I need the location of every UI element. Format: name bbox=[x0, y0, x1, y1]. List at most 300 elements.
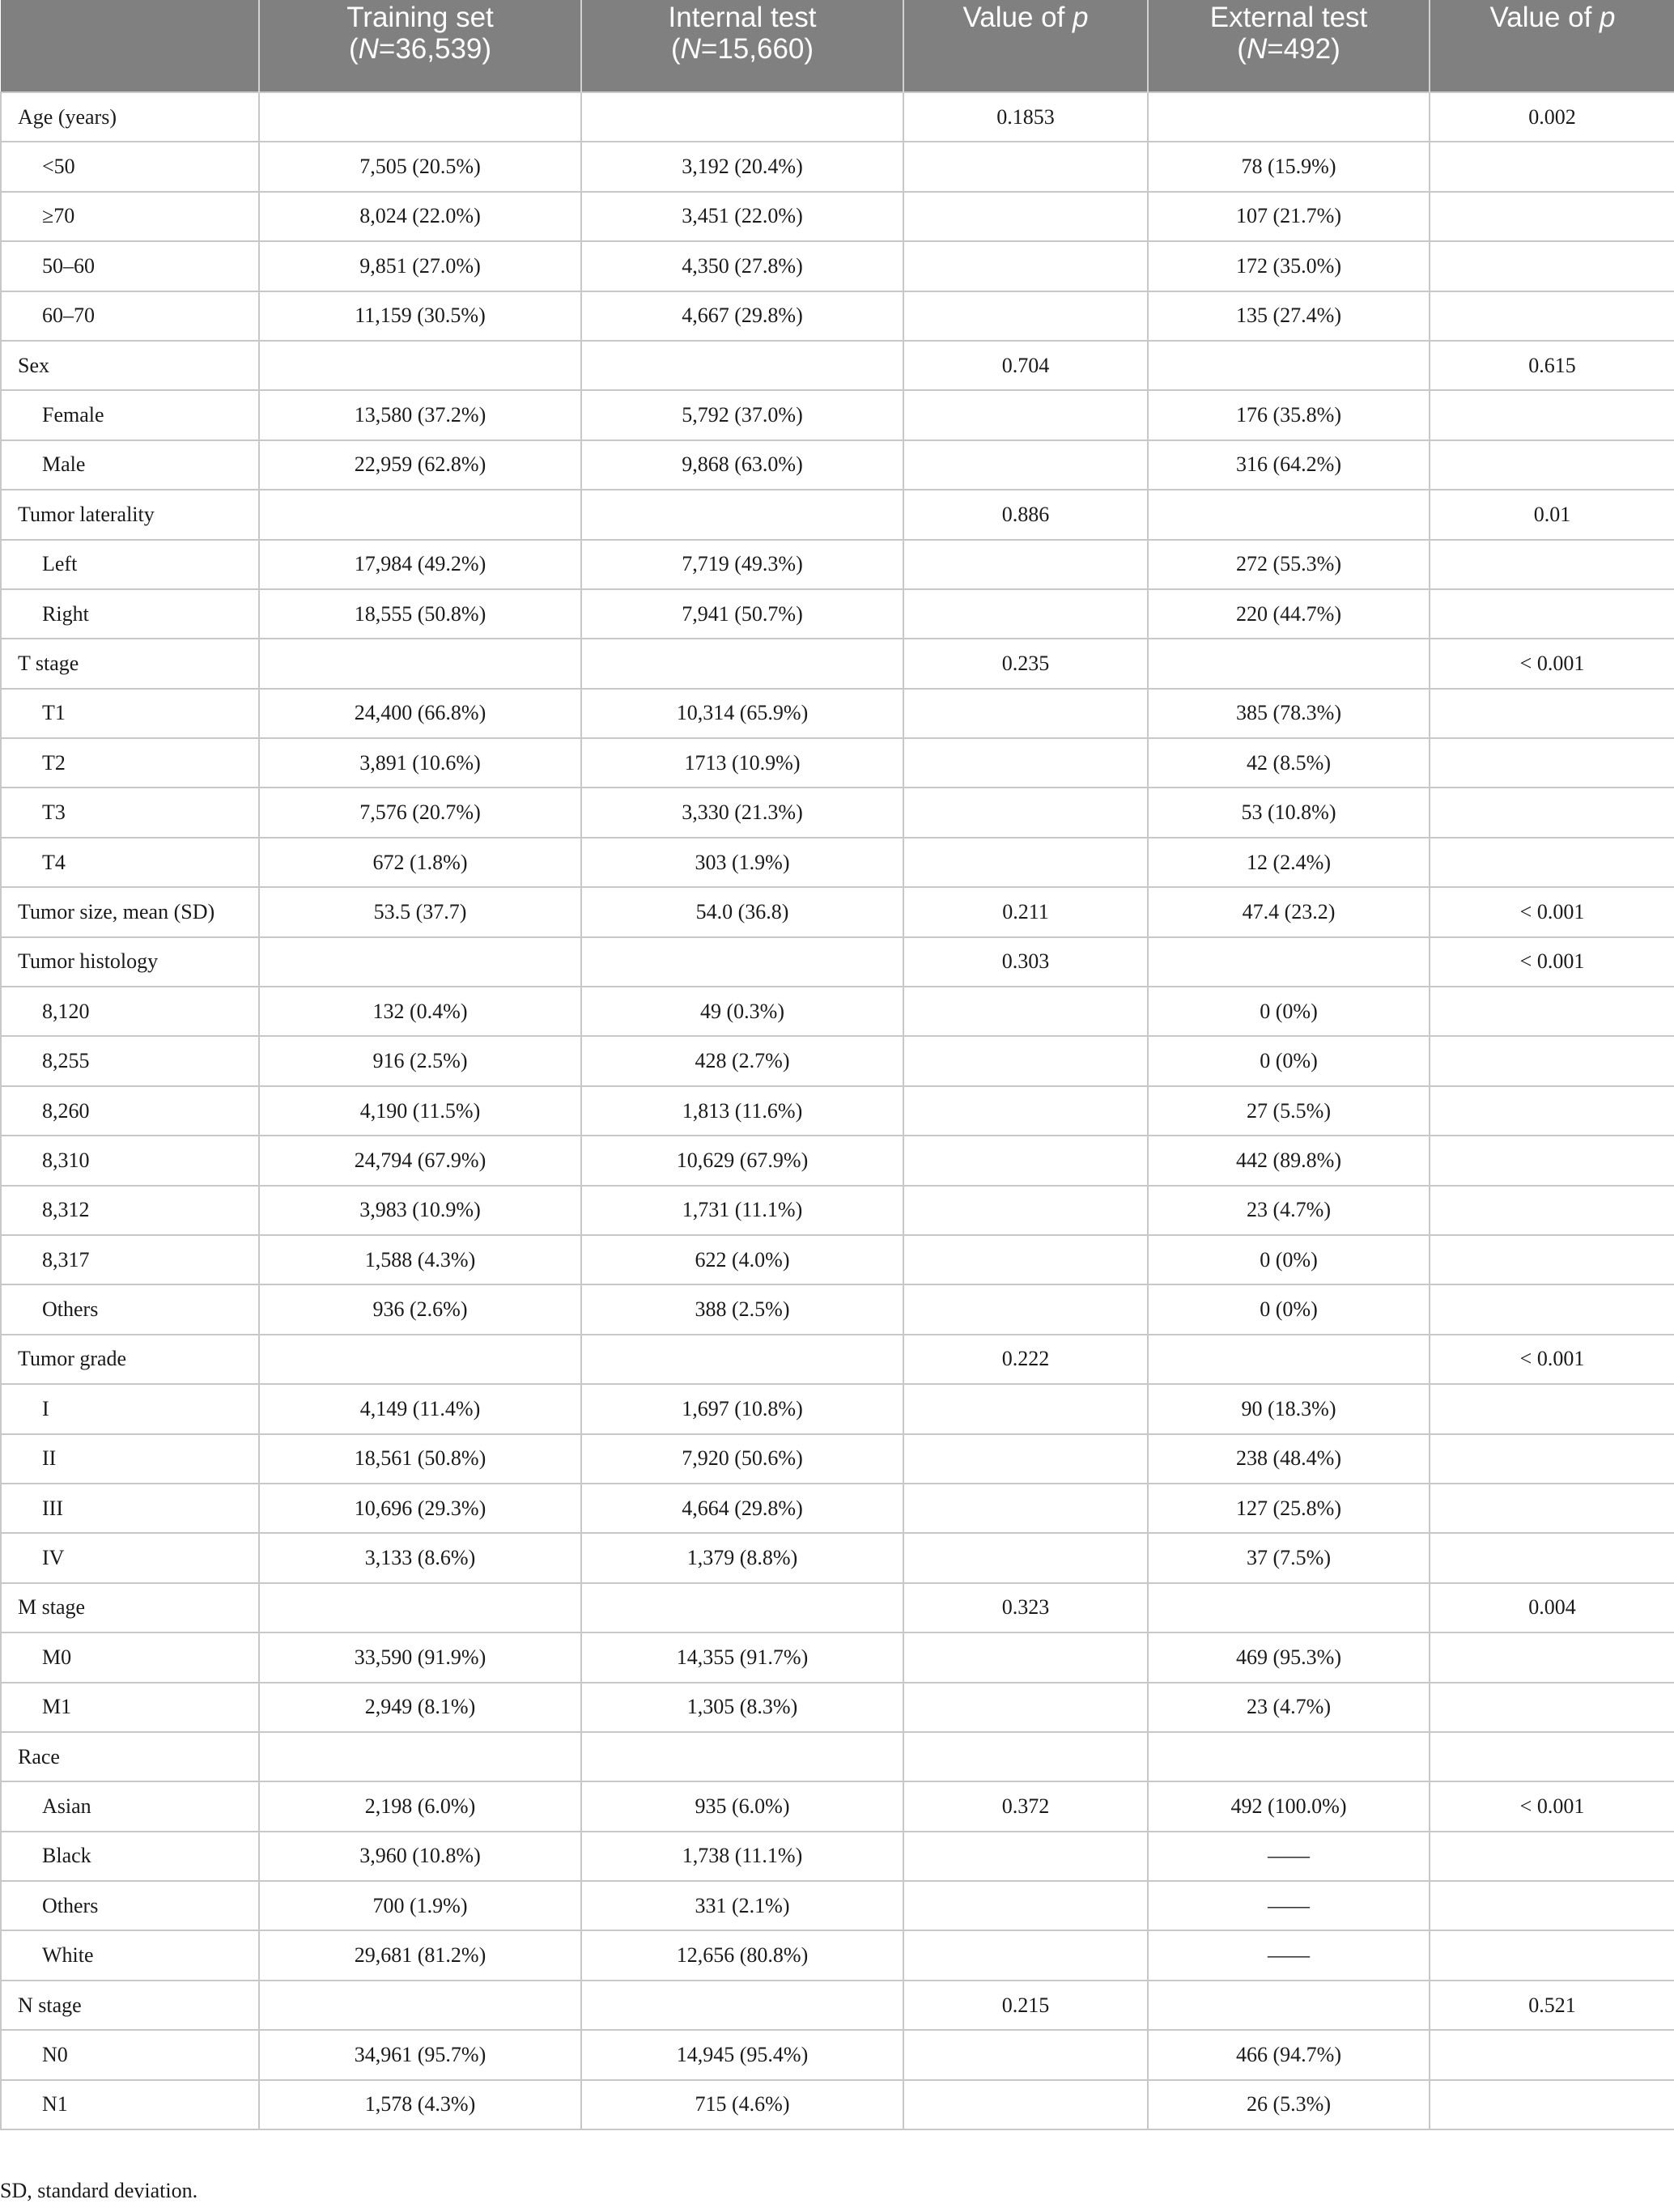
external-test-cell: 272 (55.3%) bbox=[1148, 540, 1430, 589]
row-label: 50–60 bbox=[1, 241, 259, 291]
header-p-value-internal-text: Value of bbox=[962, 2, 1073, 33]
p-value-internal-cell bbox=[903, 192, 1148, 241]
p-value-internal-cell: 0.303 bbox=[903, 937, 1148, 987]
external-test-cell: 42 (8.5%) bbox=[1148, 738, 1430, 788]
external-test-cell: 0 (0%) bbox=[1148, 1036, 1430, 1085]
internal-test-cell: 4,664 (29.8%) bbox=[581, 1484, 903, 1533]
table-row-subcategory bbox=[1, 241, 1674, 291]
p-value-internal-cell bbox=[903, 540, 1148, 589]
header-p-value-external bbox=[1430, 0, 1674, 92]
internal-test-cell: 3,451 (22.0%) bbox=[581, 192, 903, 241]
training-set-cell: 13,580 (37.2%) bbox=[259, 390, 581, 439]
p-value-external-cell: 0.002 bbox=[1430, 92, 1674, 142]
external-test-cell: 135 (27.4%) bbox=[1148, 291, 1430, 341]
p-value-internal-cell bbox=[903, 1086, 1148, 1136]
header-p-value-internal-p: p bbox=[1073, 2, 1089, 33]
p-value-internal-cell bbox=[903, 738, 1148, 788]
row-label: Age (years) bbox=[1, 92, 259, 142]
internal-test-cell: 10,314 (65.9%) bbox=[581, 689, 903, 738]
table-row-category bbox=[1, 1981, 1674, 2030]
p-value-external-cell bbox=[1430, 838, 1674, 887]
table-row-subcategory bbox=[1, 1434, 1674, 1484]
row-label: T4 bbox=[1, 838, 259, 887]
p-value-external-cell bbox=[1430, 987, 1674, 1036]
training-set-cell bbox=[259, 1981, 581, 2030]
external-test-cell bbox=[1148, 490, 1430, 539]
p-value-internal-cell bbox=[903, 1284, 1148, 1334]
internal-test-cell bbox=[581, 1335, 903, 1384]
row-label: Right bbox=[1, 589, 259, 639]
p-value-external-cell: 0.004 bbox=[1430, 1583, 1674, 1632]
p-value-external-cell bbox=[1430, 1484, 1674, 1533]
p-value-external-cell bbox=[1430, 1186, 1674, 1235]
training-set-cell: 11,159 (30.5%) bbox=[259, 291, 581, 341]
p-value-external-cell bbox=[1430, 1881, 1674, 1930]
internal-test-cell: 5,792 (37.0%) bbox=[581, 390, 903, 439]
training-set-cell: 2,949 (8.1%) bbox=[259, 1683, 581, 1732]
internal-test-cell: 331 (2.1%) bbox=[581, 1881, 903, 1930]
table-row-category bbox=[1, 1732, 1674, 1781]
external-test-cell: 469 (95.3%) bbox=[1148, 1632, 1430, 1682]
table-header bbox=[1, 0, 1674, 92]
internal-test-cell: 1,731 (11.1%) bbox=[581, 1186, 903, 1235]
external-test-cell: 238 (48.4%) bbox=[1148, 1434, 1430, 1484]
table-row-category bbox=[1, 639, 1674, 688]
internal-test-cell: 7,920 (50.6%) bbox=[581, 1434, 903, 1484]
p-value-internal-cell bbox=[903, 2080, 1148, 2129]
table-row-subcategory bbox=[1, 1683, 1674, 1732]
internal-test-cell: 1713 (10.9%) bbox=[581, 738, 903, 788]
table-row-subcategory bbox=[1, 1186, 1674, 1235]
external-test-cell bbox=[1148, 1583, 1430, 1632]
table-body bbox=[1, 92, 1674, 2129]
table-row-subcategory bbox=[1, 1930, 1674, 1980]
training-set-cell: 22,959 (62.8%) bbox=[259, 440, 581, 490]
training-set-cell: 3,983 (10.9%) bbox=[259, 1186, 581, 1235]
training-set-cell: 916 (2.5%) bbox=[259, 1036, 581, 1085]
row-label: M1 bbox=[1, 1683, 259, 1732]
p-value-external-cell bbox=[1430, 1136, 1674, 1185]
p-value-external-cell bbox=[1430, 440, 1674, 490]
internal-test-cell: 14,355 (91.7%) bbox=[581, 1632, 903, 1682]
external-test-cell: 0 (0%) bbox=[1148, 987, 1430, 1036]
row-label: Asian bbox=[1, 1781, 259, 1831]
p-value-internal-cell: 0.704 bbox=[903, 341, 1148, 390]
row-label: Tumor grade bbox=[1, 1335, 259, 1384]
table-row-subcategory bbox=[1, 1235, 1674, 1284]
row-label: Sex bbox=[1, 341, 259, 390]
header-internal-test bbox=[581, 0, 903, 92]
training-set-cell bbox=[259, 92, 581, 142]
p-value-external-cell bbox=[1430, 241, 1674, 291]
p-value-external-cell bbox=[1430, 1683, 1674, 1732]
p-value-external-cell bbox=[1430, 738, 1674, 788]
p-value-internal-cell bbox=[903, 1136, 1148, 1185]
internal-test-cell bbox=[581, 1732, 903, 1781]
header-external-n-value: =492 bbox=[1267, 33, 1332, 65]
table-row-subcategory bbox=[1, 192, 1674, 241]
table-row-subcategory bbox=[1, 142, 1674, 191]
external-test-cell: 0 (0%) bbox=[1148, 1284, 1430, 1334]
training-set-cell: 936 (2.6%) bbox=[259, 1284, 581, 1334]
training-set-cell bbox=[259, 937, 581, 987]
row-label: Left bbox=[1, 540, 259, 589]
training-set-cell: 3,133 (8.6%) bbox=[259, 1533, 581, 1582]
p-value-internal-cell bbox=[903, 2030, 1148, 2079]
p-value-external-cell bbox=[1430, 1732, 1674, 1781]
internal-test-cell bbox=[581, 92, 903, 142]
p-value-external-cell bbox=[1430, 1632, 1674, 1682]
table-row-subcategory bbox=[1, 1781, 1674, 1831]
p-value-internal-cell bbox=[903, 142, 1148, 191]
internal-test-cell: 1,379 (8.8%) bbox=[581, 1533, 903, 1582]
internal-test-cell: 303 (1.9%) bbox=[581, 838, 903, 887]
p-value-internal-cell: 0.1853 bbox=[903, 92, 1148, 142]
table-row-category bbox=[1, 887, 1674, 936]
training-set-cell: 132 (0.4%) bbox=[259, 987, 581, 1036]
row-label: Female bbox=[1, 390, 259, 439]
internal-test-cell: 1,738 (11.1%) bbox=[581, 1832, 903, 1881]
p-value-external-cell: 0.521 bbox=[1430, 1981, 1674, 2030]
internal-test-cell: 10,629 (67.9%) bbox=[581, 1136, 903, 1185]
training-set-cell: 1,578 (4.3%) bbox=[259, 2080, 581, 2129]
external-test-cell: 53 (10.8%) bbox=[1148, 788, 1430, 837]
table-row-subcategory bbox=[1, 1036, 1674, 1085]
training-set-cell: 4,190 (11.5%) bbox=[259, 1086, 581, 1136]
row-label: Tumor histology bbox=[1, 937, 259, 987]
p-value-external-cell: 0.01 bbox=[1430, 490, 1674, 539]
p-value-internal-cell: 0.886 bbox=[903, 490, 1148, 539]
table-row-subcategory bbox=[1, 1632, 1674, 1682]
training-set-cell: 24,400 (66.8%) bbox=[259, 689, 581, 738]
table-row-category bbox=[1, 937, 1674, 987]
table-row-subcategory bbox=[1, 738, 1674, 788]
header-training-n-label: N bbox=[358, 33, 379, 65]
internal-test-cell: 12,656 (80.8%) bbox=[581, 1930, 903, 1980]
p-value-internal-cell bbox=[903, 1881, 1148, 1930]
row-label: N1 bbox=[1, 2080, 259, 2129]
training-set-cell bbox=[259, 341, 581, 390]
internal-test-cell: 428 (2.7%) bbox=[581, 1036, 903, 1085]
header-internal-n-label: N bbox=[680, 33, 701, 65]
row-label: <50 bbox=[1, 142, 259, 191]
p-value-internal-cell bbox=[903, 390, 1148, 439]
header-external-test bbox=[1148, 0, 1430, 92]
internal-test-cell: 4,667 (29.8%) bbox=[581, 291, 903, 341]
p-value-internal-cell bbox=[903, 1832, 1148, 1881]
row-label: Tumor laterality bbox=[1, 490, 259, 539]
p-value-internal-cell bbox=[903, 1632, 1148, 1682]
internal-test-cell: 935 (6.0%) bbox=[581, 1781, 903, 1831]
p-value-internal-cell: 0.222 bbox=[903, 1335, 1148, 1384]
training-set-cell: 672 (1.8%) bbox=[259, 838, 581, 887]
p-value-external-cell bbox=[1430, 390, 1674, 439]
row-label: 8,312 bbox=[1, 1186, 259, 1235]
training-set-cell: 3,891 (10.6%) bbox=[259, 738, 581, 788]
row-label: 8,310 bbox=[1, 1136, 259, 1185]
external-test-cell bbox=[1148, 92, 1430, 142]
header-training-set bbox=[259, 0, 581, 92]
table-row-subcategory bbox=[1, 291, 1674, 341]
p-value-internal-cell: 0.323 bbox=[903, 1583, 1148, 1632]
row-label: 8,317 bbox=[1, 1235, 259, 1284]
table-footnote: SD, standard deviation. bbox=[0, 2179, 198, 2202]
p-value-external-cell: < 0.001 bbox=[1430, 639, 1674, 688]
row-label: II bbox=[1, 1434, 259, 1484]
external-test-cell: 466 (94.7%) bbox=[1148, 2030, 1430, 2079]
p-value-external-cell bbox=[1430, 192, 1674, 241]
table-row-subcategory bbox=[1, 1484, 1674, 1533]
training-set-cell bbox=[259, 639, 581, 688]
external-test-cell: —— bbox=[1148, 1930, 1430, 1980]
p-value-external-cell bbox=[1430, 689, 1674, 738]
p-value-external-cell bbox=[1430, 1832, 1674, 1881]
row-label: N0 bbox=[1, 2030, 259, 2079]
training-set-cell: 7,505 (20.5%) bbox=[259, 142, 581, 191]
external-test-cell: 220 (44.7%) bbox=[1148, 589, 1430, 639]
p-value-external-cell bbox=[1430, 1384, 1674, 1433]
table-row-subcategory bbox=[1, 788, 1674, 837]
training-set-cell: 17,984 (49.2%) bbox=[259, 540, 581, 589]
p-value-external-cell: < 0.001 bbox=[1430, 1335, 1674, 1384]
external-test-cell: 492 (100.0%) bbox=[1148, 1781, 1430, 1831]
p-value-external-cell bbox=[1430, 291, 1674, 341]
training-set-cell: 24,794 (67.9%) bbox=[259, 1136, 581, 1185]
p-value-internal-cell: 0.211 bbox=[903, 887, 1148, 936]
internal-test-cell: 9,868 (63.0%) bbox=[581, 440, 903, 490]
header-external-n-label: N bbox=[1246, 33, 1268, 65]
external-test-cell: 0 (0%) bbox=[1148, 1235, 1430, 1284]
row-label: M stage bbox=[1, 1583, 259, 1632]
row-label: IV bbox=[1, 1533, 259, 1582]
p-value-internal-cell bbox=[903, 1186, 1148, 1235]
p-value-external-cell bbox=[1430, 788, 1674, 837]
external-test-cell: 23 (4.7%) bbox=[1148, 1186, 1430, 1235]
header-variable bbox=[1, 0, 259, 92]
internal-test-cell: 1,813 (11.6%) bbox=[581, 1086, 903, 1136]
training-set-cell bbox=[259, 1732, 581, 1781]
table-row-subcategory bbox=[1, 1881, 1674, 1930]
internal-test-cell: 715 (4.6%) bbox=[581, 2080, 903, 2129]
external-test-cell bbox=[1148, 1335, 1430, 1384]
row-label: ≥70 bbox=[1, 192, 259, 241]
p-value-external-cell bbox=[1430, 2030, 1674, 2079]
internal-test-cell: 3,330 (21.3%) bbox=[581, 788, 903, 837]
external-test-cell: —— bbox=[1148, 1832, 1430, 1881]
table-row-subcategory bbox=[1, 1832, 1674, 1881]
p-value-internal-cell bbox=[903, 291, 1148, 341]
row-label: Male bbox=[1, 440, 259, 490]
p-value-internal-cell bbox=[903, 987, 1148, 1036]
p-value-internal-cell bbox=[903, 1384, 1148, 1433]
p-value-internal-cell bbox=[903, 241, 1148, 291]
training-set-cell: 34,961 (95.7%) bbox=[259, 2030, 581, 2079]
internal-test-cell: 49 (0.3%) bbox=[581, 987, 903, 1036]
p-value-internal-cell bbox=[903, 1235, 1148, 1284]
p-value-internal-cell bbox=[903, 1930, 1148, 1980]
external-test-cell: 78 (15.9%) bbox=[1148, 142, 1430, 191]
internal-test-cell bbox=[581, 937, 903, 987]
row-label: Others bbox=[1, 1284, 259, 1334]
table-row-category bbox=[1, 341, 1674, 390]
internal-test-cell: 1,305 (8.3%) bbox=[581, 1683, 903, 1732]
p-value-external-cell bbox=[1430, 540, 1674, 589]
external-test-cell: 27 (5.5%) bbox=[1148, 1086, 1430, 1136]
training-set-cell: 18,555 (50.8%) bbox=[259, 589, 581, 639]
table-row-subcategory bbox=[1, 1384, 1674, 1433]
p-value-external-cell bbox=[1430, 1086, 1674, 1136]
row-label: 8,120 bbox=[1, 987, 259, 1036]
table-row-subcategory bbox=[1, 689, 1674, 738]
external-test-cell: 26 (5.3%) bbox=[1148, 2080, 1430, 2129]
row-label: Others bbox=[1, 1881, 259, 1930]
header-internal-n-value: =15,660 bbox=[700, 33, 805, 65]
row-label: T3 bbox=[1, 788, 259, 837]
header-p-value-internal bbox=[903, 0, 1148, 92]
table-row-subcategory bbox=[1, 1284, 1674, 1334]
internal-test-cell: 7,719 (49.3%) bbox=[581, 540, 903, 589]
external-test-cell: 47.4 (23.2) bbox=[1148, 887, 1430, 936]
p-value-internal-cell: 0.372 bbox=[903, 1781, 1148, 1831]
table-row-subcategory bbox=[1, 589, 1674, 639]
external-test-cell: 385 (78.3%) bbox=[1148, 689, 1430, 738]
p-value-external-cell bbox=[1430, 1235, 1674, 1284]
header-internal-test-n: (N=15,660) bbox=[670, 33, 814, 65]
row-label: Tumor size, mean (SD) bbox=[1, 887, 259, 936]
internal-test-cell: 4,350 (27.8%) bbox=[581, 241, 903, 291]
p-value-internal-cell: 0.235 bbox=[903, 639, 1148, 688]
internal-test-cell bbox=[581, 1981, 903, 2030]
internal-test-cell: 7,941 (50.7%) bbox=[581, 589, 903, 639]
external-test-cell: 23 (4.7%) bbox=[1148, 1683, 1430, 1732]
training-set-cell: 8,024 (22.0%) bbox=[259, 192, 581, 241]
row-label: N stage bbox=[1, 1981, 259, 2030]
external-test-cell bbox=[1148, 937, 1430, 987]
training-set-cell: 9,851 (27.0%) bbox=[259, 241, 581, 291]
table-row-category bbox=[1, 1335, 1674, 1384]
table-row-category bbox=[1, 490, 1674, 539]
header-internal-test-title: Internal test bbox=[668, 2, 817, 33]
external-test-cell bbox=[1148, 341, 1430, 390]
training-set-cell: 2,198 (6.0%) bbox=[259, 1781, 581, 1831]
external-test-cell bbox=[1148, 639, 1430, 688]
p-value-internal-cell bbox=[903, 838, 1148, 887]
p-value-internal-cell bbox=[903, 1732, 1148, 1781]
training-set-cell bbox=[259, 490, 581, 539]
internal-test-cell: 1,697 (10.8%) bbox=[581, 1384, 903, 1433]
table-row-subcategory bbox=[1, 838, 1674, 887]
header-external-test-n: (N=492) bbox=[1237, 33, 1340, 65]
p-value-external-cell: < 0.001 bbox=[1430, 937, 1674, 987]
training-set-cell: 700 (1.9%) bbox=[259, 1881, 581, 1930]
table-row-subcategory bbox=[1, 440, 1674, 490]
p-value-internal-cell bbox=[903, 788, 1148, 837]
row-label: III bbox=[1, 1484, 259, 1533]
p-value-internal-cell: 0.215 bbox=[903, 1981, 1148, 2030]
p-value-external-cell bbox=[1430, 1434, 1674, 1484]
p-value-external-cell bbox=[1430, 1036, 1674, 1085]
row-label: 8,260 bbox=[1, 1086, 259, 1136]
row-label: White bbox=[1, 1930, 259, 1980]
row-label: M0 bbox=[1, 1632, 259, 1682]
internal-test-cell bbox=[581, 639, 903, 688]
internal-test-cell bbox=[581, 490, 903, 539]
header-external-test-title: External test bbox=[1209, 2, 1368, 33]
p-value-internal-cell bbox=[903, 1484, 1148, 1533]
training-set-cell: 3,960 (10.8%) bbox=[259, 1832, 581, 1881]
internal-test-cell bbox=[581, 1583, 903, 1632]
table-row-category bbox=[1, 1583, 1674, 1632]
row-label: Race bbox=[1, 1732, 259, 1781]
header-row bbox=[1, 0, 1674, 92]
external-test-cell: 176 (35.8%) bbox=[1148, 390, 1430, 439]
internal-test-cell bbox=[581, 341, 903, 390]
external-test-cell: —— bbox=[1148, 1881, 1430, 1930]
p-value-internal-cell bbox=[903, 1036, 1148, 1085]
table-row-subcategory bbox=[1, 987, 1674, 1036]
internal-test-cell: 388 (2.5%) bbox=[581, 1284, 903, 1334]
internal-test-cell: 3,192 (20.4%) bbox=[581, 142, 903, 191]
p-value-external-cell bbox=[1430, 2080, 1674, 2129]
training-set-cell: 18,561 (50.8%) bbox=[259, 1434, 581, 1484]
table-row-subcategory bbox=[1, 1533, 1674, 1582]
external-test-cell: 12 (2.4%) bbox=[1148, 838, 1430, 887]
external-test-cell: 107 (21.7%) bbox=[1148, 192, 1430, 241]
training-set-cell: 1,588 (4.3%) bbox=[259, 1235, 581, 1284]
internal-test-cell: 14,945 (95.4%) bbox=[581, 2030, 903, 2079]
p-value-external-cell bbox=[1430, 142, 1674, 191]
training-set-cell: 10,696 (29.3%) bbox=[259, 1484, 581, 1533]
row-label: 8,255 bbox=[1, 1036, 259, 1085]
training-set-cell: 53.5 (37.7) bbox=[259, 887, 581, 936]
table-row-subcategory bbox=[1, 390, 1674, 439]
external-test-cell: 316 (64.2%) bbox=[1148, 440, 1430, 490]
header-training-set-title: Training set bbox=[346, 2, 494, 33]
p-value-internal-cell bbox=[903, 689, 1148, 738]
row-label: T1 bbox=[1, 689, 259, 738]
table-row-category bbox=[1, 92, 1674, 142]
p-value-external-cell: < 0.001 bbox=[1430, 1781, 1674, 1831]
table-row-subcategory bbox=[1, 2030, 1674, 2079]
training-set-cell bbox=[259, 1583, 581, 1632]
external-test-cell bbox=[1148, 1732, 1430, 1781]
p-value-internal-cell bbox=[903, 1434, 1148, 1484]
header-training-set-n: (N=36,539) bbox=[348, 33, 492, 65]
p-value-external-cell: 0.615 bbox=[1430, 341, 1674, 390]
external-test-cell: 90 (18.3%) bbox=[1148, 1384, 1430, 1433]
internal-test-cell: 54.0 (36.8) bbox=[581, 887, 903, 936]
header-p-value-external-text: Value of bbox=[1489, 2, 1600, 33]
p-value-internal-cell bbox=[903, 440, 1148, 490]
table-row-subcategory bbox=[1, 1136, 1674, 1185]
p-value-external-cell bbox=[1430, 1533, 1674, 1582]
p-value-external-cell bbox=[1430, 1930, 1674, 1980]
training-set-cell bbox=[259, 1335, 581, 1384]
row-label: T2 bbox=[1, 738, 259, 788]
external-test-cell: 172 (35.0%) bbox=[1148, 241, 1430, 291]
training-set-cell: 4,149 (11.4%) bbox=[259, 1384, 581, 1433]
p-value-internal-cell bbox=[903, 589, 1148, 639]
p-value-external-cell bbox=[1430, 1284, 1674, 1334]
external-test-cell: 442 (89.8%) bbox=[1148, 1136, 1430, 1185]
external-test-cell: 127 (25.8%) bbox=[1148, 1484, 1430, 1533]
internal-test-cell: 622 (4.0%) bbox=[581, 1235, 903, 1284]
p-value-external-cell bbox=[1430, 589, 1674, 639]
table-row-subcategory bbox=[1, 1086, 1674, 1136]
external-test-cell: 37 (7.5%) bbox=[1148, 1533, 1430, 1582]
row-label: T stage bbox=[1, 639, 259, 688]
table-row-subcategory bbox=[1, 2080, 1674, 2129]
